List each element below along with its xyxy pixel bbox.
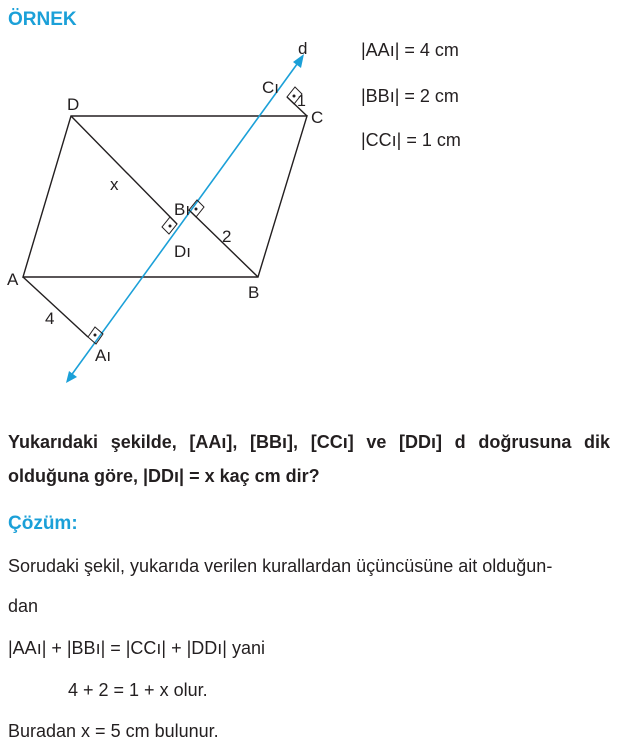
label-A-prime: Aı xyxy=(95,346,112,365)
given-BB: |BBı| = 2 cm xyxy=(361,86,459,106)
label-C: C xyxy=(311,108,324,127)
label-line-d: d xyxy=(298,39,308,58)
given-AA: |AAı| = 4 cm xyxy=(361,40,459,60)
segment-DD xyxy=(71,116,177,224)
label-length-DD: x xyxy=(110,175,119,194)
label-C-prime: Cı xyxy=(262,78,279,97)
solution-line-1: Sorudaki şekil, yukarıda verilen kurallardan üçüncüsüne ait olduğun- xyxy=(8,556,553,576)
given-CC: |CCı| = 1 cm xyxy=(361,130,461,150)
line-d-arrow-bottom-icon xyxy=(66,371,77,383)
solution-line-2: dan xyxy=(8,596,39,616)
label-length-BB: 2 xyxy=(222,227,232,246)
parallelogram xyxy=(23,116,307,277)
label-B: B xyxy=(248,283,260,302)
example-heading: ÖRNEK xyxy=(8,9,77,30)
solution-line-4: 4 + 2 = 1 + x olur. xyxy=(68,680,208,700)
segment-AA xyxy=(23,277,88,337)
question-text: Yukarıdaki şekilde, [AAı], [BBı], [CCı] ve [DDı] d doğrusuna dik olduğuna göre, |DDı| = x kaç cm dir? xyxy=(8,432,610,486)
solution-heading: Çözüm: xyxy=(8,513,78,534)
label-D-prime: Dı xyxy=(174,242,191,261)
label-D: D xyxy=(67,95,80,114)
label-A: A xyxy=(7,270,19,289)
solution-line-3: |AAı| + |BBı| = |CCı| + |DDı| yani xyxy=(8,638,265,658)
label-length-AA: 4 xyxy=(45,309,55,328)
label-length-CC: 1 xyxy=(297,93,306,110)
solution-line-5: Buradan x = 5 cm bulunur. xyxy=(8,721,219,741)
label-B-prime: Bı xyxy=(174,200,191,219)
parallelogram-figure xyxy=(0,30,360,390)
